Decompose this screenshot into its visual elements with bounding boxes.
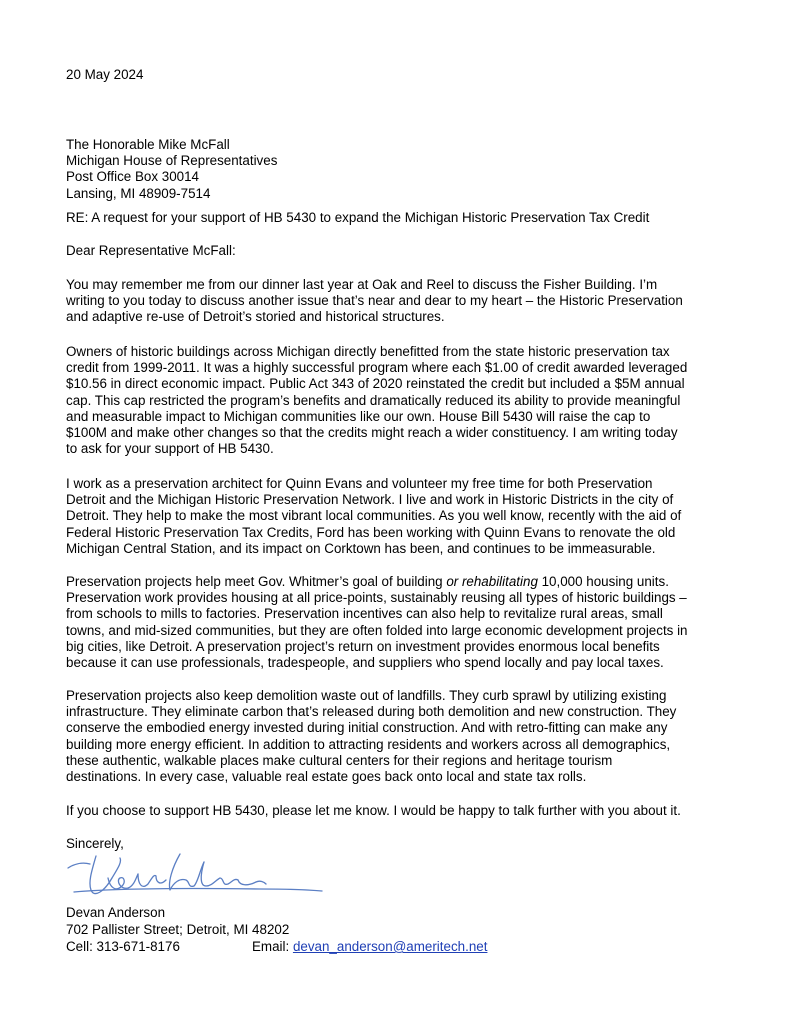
paragraph-line: cap. This cap restricted the program’s benefits and dramatically reduced its ability to provide meaningful bbox=[66, 392, 681, 408]
signature-image bbox=[60, 848, 330, 906]
paragraph-line: to ask for your support of HB 5430. bbox=[66, 441, 274, 457]
paragraph-line: Detroit and the Michigan Historic Preservation Network. I live and work in Historic Districts in the city of bbox=[66, 492, 674, 508]
paragraph-line: from schools to mills to factories. Preservation incentives can also help to revitalize rural areas, small bbox=[66, 606, 663, 622]
recipient-line: Michigan House of Representatives bbox=[66, 153, 278, 169]
paragraph-line: Michigan Central Station, and its impact on Corktown has been, and continues to be immeasurable. bbox=[66, 540, 656, 556]
paragraph-line: infrastructure. They eliminate carbon that’s released during both demolition and new construction. They bbox=[66, 704, 677, 720]
paragraph-line: destinations. In every case, valuable real estate goes back onto local and state tax rolls. bbox=[66, 769, 587, 785]
sender-contact bbox=[66, 939, 746, 955]
paragraph-6: If you choose to support HB 5430, please let me know. I would be happy to talk further with you about it. bbox=[66, 803, 681, 818]
paragraph-line: Federal Historic Preservation Tax Credits, Ford has been working with Quinn Evans to renovate the old bbox=[66, 524, 676, 540]
paragraph-line: conserve the embodied energy invested during initial construction. And with retro-fitting can make any bbox=[66, 720, 668, 736]
paragraph-text: 10,000 housing units. bbox=[537, 574, 669, 589]
paragraph-line: Owners of historic buildings across Michigan directly benefitted from the state historic preservation tax bbox=[66, 344, 670, 359]
paragraph-line bbox=[66, 574, 746, 590]
paragraph-line: You may remember me from our dinner last year at Oak and Reel to discuss the Fisher Building. I’m bbox=[66, 277, 658, 292]
paragraph-5 bbox=[66, 688, 746, 785]
paragraph-line: big cities, like Detroit. A preservation project’s return on investment provides enormous local benefits bbox=[66, 638, 660, 654]
paragraph-line: and adaptive re-use of Detroit’s storied and historical structures. bbox=[66, 309, 445, 325]
paragraph-line: Preservation work provides housing at all price-points, sustainably reusing all types of historic buildings – bbox=[66, 590, 687, 606]
recipient-line: The Honorable Mike McFall bbox=[66, 137, 230, 152]
paragraph-line: these authentic, walkable places make cultural centers for their regions and heritage tourism bbox=[66, 752, 613, 768]
recipient-line: Post Office Box 30014 bbox=[66, 169, 199, 185]
email-label: Email: bbox=[252, 939, 293, 954]
salutation: Dear Representative McFall: bbox=[66, 243, 236, 258]
paragraph-line: $100M and make other changes so that the credits might reach a wider constituency. I am writing today bbox=[66, 425, 678, 441]
recipient-address bbox=[66, 137, 746, 202]
paragraph-line: credit from 1999-2011. It was a highly successful program where each $1.00 of credit awarded leveraged bbox=[66, 360, 688, 376]
paragraph-text: Preservation projects help meet Gov. Whitmer’s goal of building bbox=[66, 574, 447, 589]
paragraph-line: building more energy efficient. In addition to attracting residents and workers across all demographics, bbox=[66, 736, 671, 752]
paragraph-3 bbox=[66, 476, 746, 557]
paragraph-1 bbox=[66, 277, 746, 326]
sender-address: 702 Pallister Street; Detroit, MI 48202 bbox=[66, 922, 290, 937]
paragraph-line: and measurable impact to Michigan communities like our own. House Bill 5430 will raise the cap to bbox=[66, 408, 651, 424]
sender-name: Devan Anderson bbox=[66, 905, 166, 920]
subject-line: RE: A request for your support of HB 5430 to expand the Michigan Historic Preservation Tax Credit bbox=[66, 210, 650, 225]
paragraph-line: Preservation projects also keep demolition waste out of landfills. They curb sprawl by utilizing existing bbox=[66, 688, 667, 703]
emphasis-text: or rehabilitating bbox=[446, 574, 538, 589]
email-link[interactable]: devan_anderson@ameritech.net bbox=[292, 939, 488, 954]
paragraph-line: Detroit. They help to make the most vibrant local communities. As you well know, recently with the aid of bbox=[66, 508, 682, 524]
paragraph-4 bbox=[66, 574, 746, 671]
paragraph-line: $10.56 in direct economic impact. Public Act 343 of 2020 reinstated the credit but included a $5M annual bbox=[66, 376, 685, 392]
paragraph-2 bbox=[66, 344, 746, 457]
recipient-line: Lansing, MI 48909-7514 bbox=[66, 185, 211, 201]
paragraph-line: because it can use professionals, tradespeople, and suppliers who spend locally and pay local taxes. bbox=[66, 655, 664, 671]
cell-phone: Cell: 313-671-8176 bbox=[66, 939, 180, 954]
closing: Sincerely, bbox=[66, 836, 124, 851]
paragraph-line: writing to you today to discuss another issue that’s near and dear to my heart – the Historic Preservation bbox=[66, 293, 683, 309]
letter-date: 20 May 2024 bbox=[66, 67, 144, 82]
paragraph-line: towns, and mid-sized communities, but they are often folded into large economic development projects in bbox=[66, 622, 688, 638]
paragraph-line: I work as a preservation architect for Quinn Evans and volunteer my free time for both Preservation bbox=[66, 476, 653, 491]
